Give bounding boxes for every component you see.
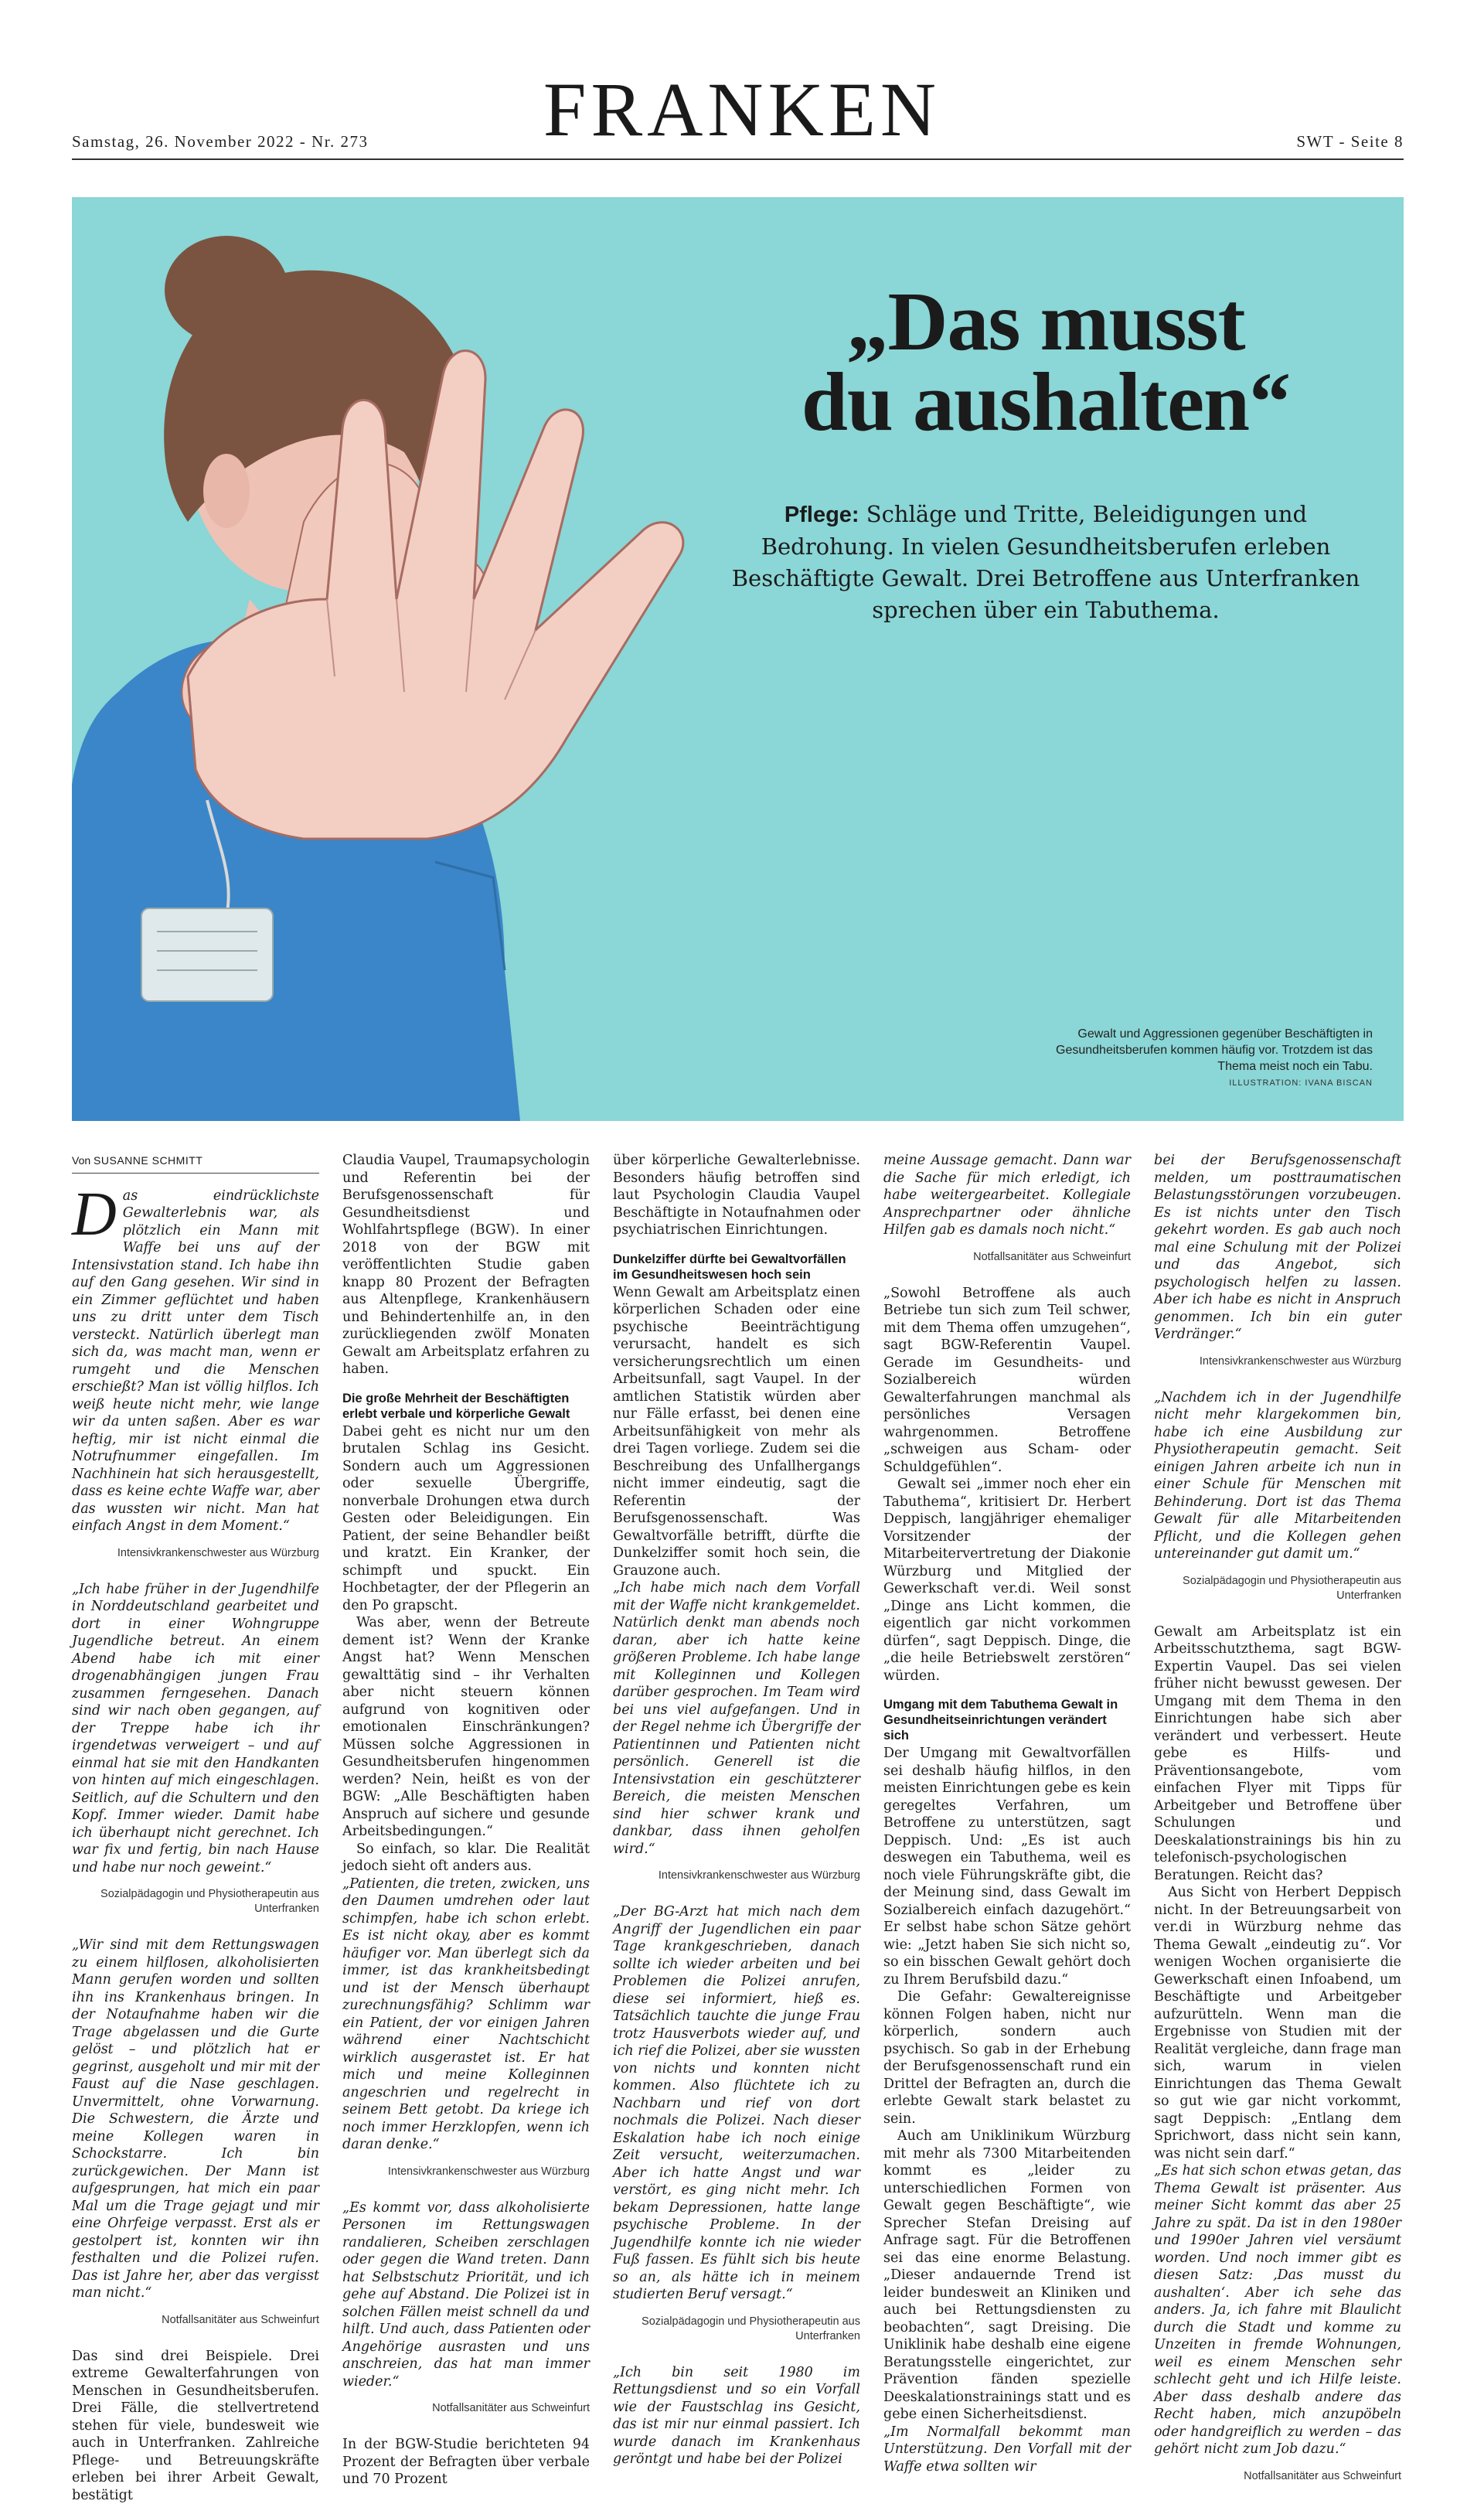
byline-author: SUSANNE SCHMITT — [94, 1154, 203, 1167]
headline — [752, 282, 1339, 443]
byline — [72, 1152, 319, 1174]
quote-source: Intensivkrankenschwester aus Würzburg — [342, 2165, 590, 2179]
quote-paragraph: „Es kommt vor, dass alkoholisierte Personen im Rettungswagen randalieren, Scheiben zerschlagen oder gegen die Wand treten. Dann hat Selbstschutz Priorität, und ich gehe auf Abstand. Die Polizei ist in solchen Fällen meist schnell da und hilft. Und auch, dass Patienten oder Angehörige ausrasten und uns anschreien, das hat man immer wieder.“ — [342, 2199, 590, 2391]
quote-paragraph: „Im Normalfall bekommt man Unterstützung. Den Vorfall mit der Waffe etwa sollten wir — [883, 2424, 1131, 2476]
quote-paragraph: „Der BG-Arzt hat mich nach dem Angriff der Jugendlichen ein paar Tage krankgeschrieben, danach sollte ich wieder arbeiten und bei Problemen die Polizei anrufen, diese sei informiert, hieß es. Tatsächlich tauchte die junge Frau trotz Hausverbots wieder auf, und ich rief die Polizei, aber sie wussten von nichts und konnten nicht kommen. Also flüchtete ich zu Nachbarn und rief von dort nochmals die Polizei. Nach dieser Eskalation habe ich noch einige Zeit versucht, weiterzumachen. Aber ich hatte Angst und war verstört, es ging nicht mehr. Ich bekam Depressionen, hatte lange psychische Probleme. In der Jugendhilfe konnte ich nie wieder Fuß fassen. Es fühlt sich bis heute so an, als hätte ich in meinem studierten Beruf versagt.“ — [613, 1903, 860, 2304]
article-column-1 — [72, 1152, 319, 2149]
quote-text: as eindrücklichste Gewalterlebnis war, als plötzlich ein Mann mit Waffe bei uns auf der Intensivstation stand. Ich habe ihn auf den Gang gesehen. Wir sind in ein Zimmer geflüchtet und haben uns zu dritt unter dem Tisch versteckt. Natürlich überlegt man sich da, was macht man, wenn er rumgeht und die Menschen erschießt? Man ist völlig hilflos. Ich weiß heute nicht mehr, wie lange wir da unten saßen. Aber es war heftig, mir ist nicht einmal die Notrufnummer eingefallen. Im Nachhinein hat sich herausgestellt, dass es keine echte Waffe war, aber das wussten wir nicht. Man hat einfach Angst in dem Moment.“ — [72, 1188, 319, 1535]
deck-text — [725, 499, 1367, 626]
deck-body: Schläge und Tritte, Beleidigungen und Bedrohung. In vielen Gesundheitsberufen erleben Beschäftigte Gewalt. Drei Betroffene aus Unterfranken sprechen über ein Tabuthema. — [732, 501, 1360, 623]
headline-line-1: „Das musst — [752, 282, 1339, 363]
body-paragraph: über körperliche Gewalterlebnisse. Besonders häufig betroffen sind laut Psychologin Claudia Vaupel Beschäftigte in Notaufnahmen oder psychiatrischen Einrichtungen. — [613, 1152, 860, 1239]
quote-source: Intensivkrankenschwester aus Würzburg — [613, 1869, 860, 1883]
body-paragraph: Das sind drei Beispiele. Drei extreme Gewalterfahrungen von Menschen in Gesundheitsberufen. Drei Fälle, die stellvertretend stehen für viele, bundesweit wie auch in Unterfranken. Zahlreiche Pflege- und Betreuungskräfte erleben bei ihrer Arbeit Gewalt, bestätigt — [72, 2348, 319, 2504]
body-paragraph: Der Umgang mit Gewaltvorfällen sei deshalb häufig hilflos, in den meisten Einrichtungen gebe es kein geregeltes Verfahren, um Betroffene zu unterstützen, sagt Deppisch. Und: „Es ist auch deswegen ein Tabuthema, weil es noch viele Führungskräfte gibt, die der Meinung sind, dass Gewalt im Sozialbereich einfach dazugehört.“ Er selbst habe schon Sätze gehört wie: „Jetzt haben Sie sich nicht so, so ein bisschen Gewalt gehört doch zu Ihrem Berufsbild dazu.“ — [883, 1745, 1131, 1988]
quote-paragraph: „Nachdem ich in der Jugendhilfe nicht mehr klargekommen bin, habe ich eine Ausbildung zur Physiotherapeutin gemacht. Seit einigen Jahren arbeite ich nun in einer Schule für Menschen mit Behinderung. Dort ist das Thema Gewalt für alle Mitarbeitenden Pflicht, und die Kollegen gehen untereinander gut damit um.“ — [1154, 1389, 1401, 1563]
hair-bun — [165, 236, 288, 344]
subheading: Die große Mehrheit der Beschäftigten erlebt verbale und körperliche Gewalt — [342, 1391, 590, 1422]
quote-source: Notfallsanitäter aus Schweinfurt — [72, 2313, 319, 2328]
headline-line-2: du aushalten“ — [752, 363, 1339, 443]
body-paragraph: Gewalt am Arbeitsplatz ist ein Arbeitsschutzthema, sagt BGW-Expertin Vaupel. Das sei vielen früher nicht bewusst gewesen. Der Umgang mit dem Thema in den Einrichtungen habe sich aber verändert und verbessert. Heute gebe es Hilfs- und Präventionsangebote, vom einfachen Flyer mit Tipps für Arbeitgeber und Betroffene über Schulungen und Deeskalationstrainings bis hin zu telefonisch-psychologischen Beratungen. Reicht das? — [1154, 1623, 1401, 1885]
masthead-rule — [72, 158, 1404, 160]
id-badge — [141, 908, 273, 1001]
image-credit: ILLUSTRATION: IVANA BISCAN — [1229, 1078, 1373, 1088]
quote-source: Sozialpädagogin und Physiotherapeutin aus Unterfranken — [1154, 1574, 1401, 1603]
issue-date: Samstag, 26. November 2022 - Nr. 273 — [72, 132, 369, 152]
article-column-2 — [342, 1152, 590, 2149]
masthead — [0, 0, 1484, 162]
body-paragraph: Wenn Gewalt am Arbeitsplatz einen körperlichen Schaden oder eine psychische Beeinträchtigung verursacht, handelt es sich versicherungsrechtlich um einen Arbeitsunfall, sagt Vaupel. In der amtlichen Statistik würden aber nur Fälle erfasst, bei denen eine Arbeitsunfähigkeit von mehr als drei Tagen vorliege. Zudem sei die Beschreibung des Unfallhergangs nicht immer eindeutig, sagt die Referentin der Berufsgenossenschaft. Was Gewaltvorfälle betrifft, dürfte die Dunkelziffer somit hoch sein, die Grauzone auch. — [613, 1284, 860, 1580]
quote-paragraph: „Es hat sich schon etwas getan, das Thema Gewalt ist präsenter. Aus meiner Sicht kommt das aber 25 Jahre zu spät. Da ist in den 1980er und 1990er Jahren viel versäumt worden. Und noch immer gibt es diesen Satz: ‚Das musst du aushalten‘. Aber ich sehe das anders. Ja, ich fahre mit Blaulicht durch die Stadt und komme zu Unzeiten in fremde Wohnungen, weil es einem Menschen sehr schlecht geht und ich Hilfe leiste. Aber dass deshalb andere das Recht haben, mich anzupöbeln oder handgreiflich zu werden – das gehört nicht zum Job dazu.“ — [1154, 2162, 1401, 2458]
quote-source: Notfallsanitäter aus Schweinfurt — [342, 2401, 590, 2416]
quote-source: Notfallsanitäter aus Schweinfurt — [883, 1250, 1131, 1265]
quote-paragraph: „Wir sind mit dem Rettungswagen zu einem hilflosen, alkoholisierten Mann gerufen worden und sollten ihn ins Krankenhaus bringen. In der Notaufnahme haben wir die Trage abgelassen und die Gurte gelöst – und plötzlich hat er gegrinst, ausgeholt und mir mit der Faust auf die Nase geschlagen. Unvermittelt, ohne Vorwarnung. Die Schwestern, die Ärzte und meine Kollegen waren in Schockstarre. Ich bin zurückgewichen. Der Mann ist aufgesprungen, hat mich ein paar Mal um die Trage gejagt und mir eine Ohrfeige verpasst. Erst als er gestolpert ist, konnten wir ihn festhalten und die Polizei rufen. Das ist Jahre her, aber das vergisst man nicht.“ — [72, 1937, 319, 2302]
deck-label: Pflege: — [785, 503, 859, 527]
quote-source: Sozialpädagogin und Physiotherapeutin aus Unterfranken — [72, 1887, 319, 1916]
body-paragraph: Aus Sicht von Herbert Deppisch nicht. In der Betreuungsarbeit von ver.di in Würzburg nehme das Thema Gewalt „eindeutig zu“. Vor wenigen Wochen organisierte die Gewerkschaft einen Infoabend, um Beschäftigte und Arbeitgeber aufzurütteln. Wenn man die Ergebnisse von Studien mit der Realität vergleiche, dann frage man sich, warum in vielen Einrichtungen das Thema Gewalt so gut wie gar nicht vorkommt, sagt Deppisch: „Entlang dem Sprichwort, dass nicht sein kann, was nicht sein darf.“ — [1154, 1884, 1401, 2162]
body-paragraph: Auch am Uniklinikum Würzburg mit mehr als 7300 Mitarbeitenden kommt es „leider zu unterschiedlichen Formen von Gewalt gegen Beschäftigte“, wie Sprecher Stefan Dreising auf Anfrage sagt. Für die Betroffenen sei das eine enorme Belastung. „Dieser andauernde Trend ist leider bundesweit an Kliniken und auch bei Rettungsdiensten zu beobachten“, sagt Dreising. Die Uniklinik habe deshalb eine eigene Beratungsstelle eingerichtet, zur Prävention fänden spezielle Deeskalationstrainings statt und es gebe einen Sicherheitsdienst. — [883, 2128, 1131, 2424]
subheading: Umgang mit dem Tabuthema Gewalt in Gesundheitseinrichtungen verändert sich — [883, 1697, 1131, 1743]
quote-paragraph: „Ich habe früher in der Jugendhilfe in Norddeutschland gearbeitet und dort in einer Wohngruppe Jugendliche betreut. An einem Abend habe ich mit einer drogenabhängigen jungen Frau zusammen ferngesehen. Danach sind wir nach oben gegangen, auf der Treppe habe ich ihr irgendetwas verweigert – und auf einmal hat sie mit den Handkanten von hinten auf mich eingeschlagen. Seitlich, auf die Schultern und den Kopf. Immer wieder. Damit habe ich überhaupt nicht gerechnet. Ich war fix und fertig, bin nach Hause und habe nur noch geweint.“ — [72, 1581, 319, 1877]
page-number: SWT - Seite 8 — [1296, 132, 1404, 152]
quote-source: Sozialpädagogin und Physiotherapeutin aus Unterfranken — [613, 2315, 860, 2344]
subheading: Dunkelziffer dürfte bei Gewaltvorfällen im Gesundheitswesen hoch sein — [613, 1252, 860, 1283]
quote-paragraph: „Ich bin seit 1980 im Rettungsdienst und so ein Vorfall wie der Faustschlag ins Gesicht, das ist mir nur einmal passiert. Ich wurde danach im Krankenhaus geröntgt und habe bei der Polizei — [613, 2364, 860, 2468]
article-column-5 — [1154, 1152, 1401, 2149]
newspaper-section-title: FRANKEN — [0, 71, 1484, 148]
quote-source: Intensivkrankenschwester aus Würzburg — [72, 1546, 319, 1561]
quote-paragraph: bei der Berufsgenossenschaft melden, um posttraumatischen Belastungsstörungen vorzubeugen. Es ist nichts unter den Tisch gekehrt worden. Es gab auch noch mal eine Schulung mit der Polizei und das Angebot, sich psychologisch helfen zu lassen. Aber ich habe es nicht in Anspruch genommen. Ich bin ein guter Verdränger.“ — [1154, 1152, 1401, 1344]
body-paragraph: Gewalt sei „immer noch eher ein Tabuthema“, kritisiert Dr. Herbert Deppisch, langjähriger ehemaliger Vorsitzender der Mitarbeitervertretung der Diakonie Würzburg und Mitglied der Gewerkschaft ver.di. Weil sonst „Dinge ans Licht kommen, die eigentlich gar nicht vorkommen dürfen“, sagt Deppisch. Dinge, die „die heile Betriebswelt zerstören“ würden. — [883, 1476, 1131, 1685]
quote-source: Intensivkrankenschwester aus Würzburg — [1154, 1354, 1401, 1369]
quote-paragraph: „Ich habe mich nach dem Vorfall mit der Waffe nicht krankgemeldet. Natürlich denkt man abends noch daran, aber ich hatte keine größeren Probleme. Ich habe lange mit Kolleginnen und Kollegen darüber gesprochen. Im Team wird bei uns viel aufgefangen. Und in der Regel nehme ich Übergriffe der Patientinnen und Patienten nicht persönlich. Generell ist die Intensivstation ein geschützterer Bereich, die meisten Menschen sind hier schwer krank und dankbar, dass ihnen geholfen wird.“ — [613, 1579, 860, 1858]
article-column-3 — [613, 1152, 860, 2149]
hero-illustration — [72, 197, 1404, 1121]
quote-paragraph — [72, 1187, 319, 1535]
body-paragraph: In der BGW-Studie berichteten 94 Prozent der Befragten über verbale und 70 Prozent — [342, 2436, 590, 2489]
byline-prefix: Von — [72, 1154, 90, 1167]
body-paragraph: „Sowohl Betroffene als auch Betriebe tun sich zum Teil schwer, mit dem Thema offen umzugehen“, sagt BGW-Referentin Vaupel. Gerade im Gesundheits- und Sozialbereich würden Gewalterfahrungen manchmal als persönliches Versagen wahrgenommen. Betroffene „schweigen aus Scham- oder Schuldgefühlen“. — [883, 1285, 1131, 1477]
body-paragraph: So einfach, so klar. Die Realität jedoch sieht oft anders aus. — [342, 1841, 590, 1875]
image-caption: Gewalt und Aggressionen gegenüber Beschäftigten in Gesundheitsberufen kommen häufig vor. Trotzdem ist das Thema meist noch ein Tabu. — [1033, 1026, 1373, 1075]
quote-source: Notfallsanitäter aus Schweinfurt — [1154, 2469, 1401, 2484]
body-paragraph: Die Gefahr: Gewaltereignisse können Folgen haben, nicht nur körperlich, sondern auch psychisch. So gab in der Erhebung der Berufsgenossenschaft rund ein Drittel der Befragten an, durch die erlebte Gewalt stark belastet zu sein. — [883, 1988, 1131, 2128]
quote-paragraph: „Patienten, die treten, zwicken, uns den Daumen umdrehen oder laut schimpfen, habe ich schon erlebt. Es ist nicht okay, aber es kommt häufiger vor. Man überlegt sich da immer, ist das krankheitsbedingt und ist der Mensch überhaupt zurechnungsfähig? Schlimm war ein Patient, der vor einigen Jahren während einer Nachtschicht wirklich ausgerastet ist. Er hat mich und meine Kolleginnen angeschrien und regelrecht in seinem Bett getobt. Da kriege ich noch immer Herzklopfen, wenn ich daran denke.“ — [342, 1875, 590, 2154]
body-paragraph: Claudia Vaupel, Traumapsychologin und Referentin bei der Berufsgenossenschaft für Gesundheitsdienst und Wohlfahrtspflege (BGW). In einer 2018 von der BGW mit veröffentlichten Studie gaben knapp 80 Prozent der Befragten aus Altenpflege, Krankenhäusern und Behindertenhilfe an, in den zurückliegenden zwölf Monaten Gewalt am Arbeitsplatz erfahren zu haben. — [342, 1152, 590, 1378]
drop-cap: D — [72, 1189, 117, 1240]
body-paragraph: Was aber, wenn der Betreute dement ist? Wenn der Kranke Angst hat? Wenn Menschen gewalttätig sind – ihr Verhalten aber nicht steuern können aufgrund von kognitiven oder emotionalen Einschränkungen? Müssen solche Aggressionen in Gesundheitsberufen hingenommen werden? Nein, heißt es von der BGW: „Alle Beschäftigten haben Anspruch auf sichere und gesunde Arbeitsbedingungen.“ — [342, 1614, 590, 1841]
quote-paragraph: meine Aussage gemacht. Dann war die Sache für mich erledigt, ich habe weitergearbeitet. Kollegiale Ansprechpartner oder ähnliche Hilfen gab es damals noch nicht.“ — [883, 1152, 1131, 1239]
article-column-4 — [883, 1152, 1131, 2149]
ear — [203, 454, 250, 528]
body-paragraph: Dabei geht es nicht nur um den brutalen Schlag ins Gesicht. Sondern auch um Aggressionen oder sexuelle Übergriffe, nonverbale Drohungen etwa durch Gesten oder Beleidigungen. Ein Patient, der seine Behandler beißt und kratzt. Ein Kranker, der schimpft und spuckt. Ein Hochbetagter, der der Pflegerin an den Po grapscht. — [342, 1423, 590, 1615]
